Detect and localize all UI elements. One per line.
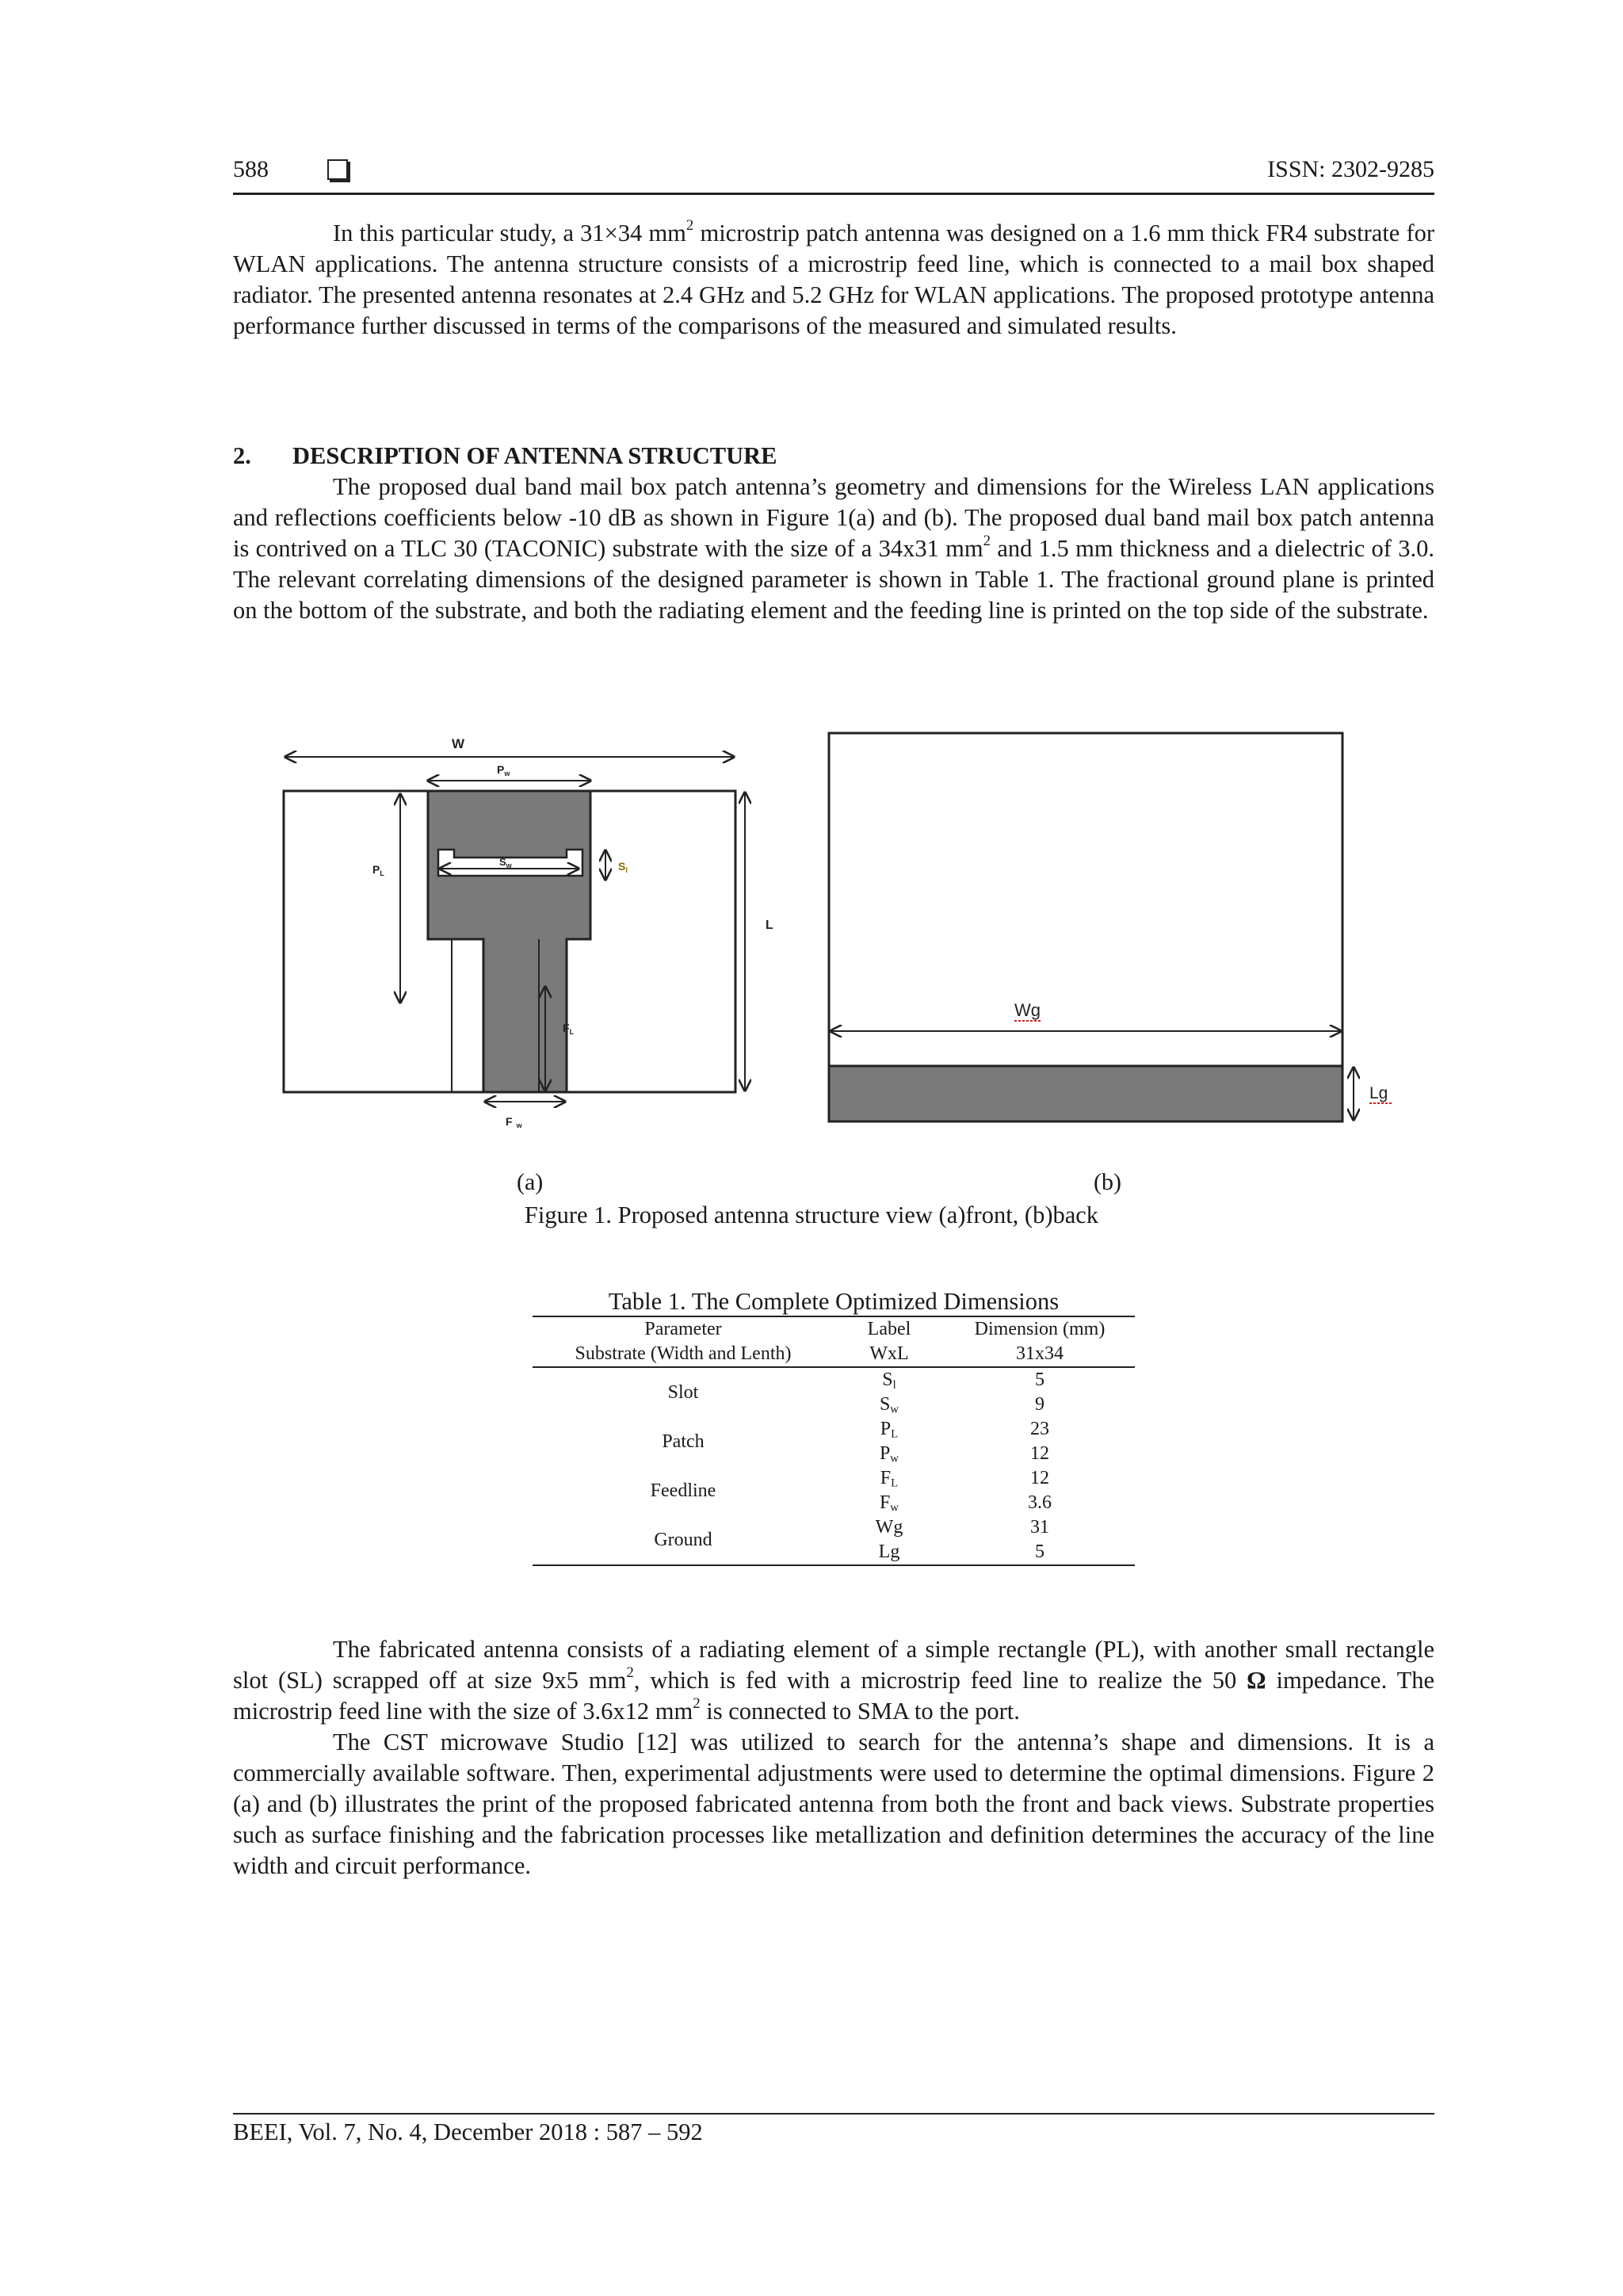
table-cell: $S_l$ xyxy=(834,1367,945,1392)
intro-paragraph: In this particular study, a 31×34 $mm^2$ microstrip patch antenna was designed on a 1.6 mm thick FR4 substrate for WLAN applications. The antenna structure consists of a microstrip feed line, which is connected to a mail box shaped radiator. The presented antenna resonates at 2.4 GHz and 5.2 GHz for WLAN applications. The proposed prototype antenna performance further discussed in terms of the comparisons of the measured and simulated results. xyxy=(233,216,1435,339)
figure-label-a: (a) xyxy=(517,1169,544,1195)
table-cell: 5 xyxy=(945,1540,1135,1565)
col-header-label: Label xyxy=(834,1316,945,1342)
table-cell: Wg xyxy=(875,1517,903,1538)
table-row xyxy=(533,1367,1135,1392)
figure-label-b: (b) xyxy=(1094,1169,1121,1195)
table-cell: $S_w$ xyxy=(879,1394,899,1416)
table-cell: Substrate (Width and Lenth) xyxy=(575,1343,792,1364)
table-row xyxy=(533,1466,1135,1491)
table-cell: 5 xyxy=(945,1367,1135,1392)
table-row xyxy=(533,1515,1135,1540)
sl-label: $S_l$ xyxy=(618,860,628,874)
table-cell: 31 xyxy=(1030,1517,1049,1538)
page-number: 588 xyxy=(233,156,269,182)
table-1-caption: Table 1. The Complete Optimized Dimensions xyxy=(608,1288,1060,1315)
col-header-parameter: Parameter xyxy=(533,1316,834,1342)
l-label: L xyxy=(766,919,773,932)
sw-label: $S_w$ xyxy=(499,856,512,869)
figure-1b-back-view xyxy=(816,729,1411,1133)
header-rule xyxy=(233,193,1434,195)
pw-label: $P_w$ xyxy=(497,763,510,777)
group-name: Feedline xyxy=(650,1480,716,1501)
group-name: Patch xyxy=(662,1431,705,1452)
body-text xyxy=(233,1634,1434,1881)
table-cell: $P_L$ xyxy=(880,1419,899,1441)
fw-label: F $_w$ xyxy=(506,1115,522,1129)
fl-label: $F_L$ xyxy=(563,1022,575,1036)
table-row xyxy=(533,1417,1135,1442)
square-bullet-icon xyxy=(327,159,348,180)
w-label: W xyxy=(452,736,465,751)
table-cell: $F_L$ xyxy=(880,1468,899,1490)
lg-label: Lg xyxy=(1369,1084,1388,1102)
table-cell: WxL xyxy=(869,1343,909,1364)
wg-label: Wg xyxy=(1014,1000,1041,1020)
group-name: Ground xyxy=(533,1515,834,1565)
body-paragraph-1: The fabricated antenna consists of a radiating element of a simple rectangle (PL), with another small rectangle slot (SL) scrapped off at size 9x5 $mm^2$, which is fed with a microstrip feed line to realize the 50 Ω impedance. The microstrip feed line with the size of 3.6x12 $mm^2$ is connected to SMA to the port. xyxy=(233,1636,1434,1725)
group-name: Slot xyxy=(533,1367,834,1417)
table-cell: Lg xyxy=(834,1540,945,1565)
table-cell: 3.6 xyxy=(1028,1492,1052,1513)
pl-label: $P_L$ xyxy=(372,863,384,877)
figure-1a-front-view xyxy=(269,721,808,1133)
footer-rule xyxy=(233,2113,1434,2115)
col-header-dimension: Dimension (mm) xyxy=(945,1316,1135,1342)
substrate-back-outline xyxy=(829,733,1342,1066)
table-cell: 23 xyxy=(1030,1419,1049,1439)
section-heading: 2. DESCRIPTION OF ANTENNA STRUCTURE xyxy=(233,442,777,469)
ground-plane xyxy=(829,1066,1342,1121)
table-cell: $P_w$ xyxy=(879,1443,899,1465)
section-2 xyxy=(233,441,1434,626)
table-cell: 12 xyxy=(1030,1468,1049,1488)
footer-citation: BEEI, Vol. 7, No. 4, December 2018 : 587 – 592 xyxy=(233,2118,703,2145)
section-2-paragraph: The proposed dual band mail box patch antenna’s geometry and dimensions for the Wireless LAN applications and reflections coefficients below -10 dB as shown in Figure 1(a) and (b). The proposed dual band mail box patch antenna is contrived on a TLC 30 (TACONIC) substrate with the size of a 34x31 $mm^2$ and 1.5 mm thickness and a dielectric of 3.0. The relevant correlating dimensions of the designed parameter is shown in Table 1. The fractional ground plane is printed on the bottom of the substrate, and both the radiating element and the feeding line is printed on the top side of the substrate. xyxy=(233,473,1435,624)
table-cell: $F_w$ xyxy=(879,1492,899,1515)
issn: ISSN: 2302-9285 xyxy=(1267,156,1434,182)
figure-1-caption: Figure 1. Proposed antenna structure view (a)front, (b)back xyxy=(524,1201,1099,1228)
table-cell: 31x34 xyxy=(1016,1343,1064,1364)
dimensions-table xyxy=(533,1316,1135,1566)
body-paragraph-2: The CST microwave Studio [12] was utilized to search for the antenna’s shape and dimensions. It is a commercially available software. Then, experimental adjustments were used to determine the optimal dimensions. Figure 2 (a) and (b) illustrates the print of the proposed fabricated antenna from both the front and back views. Substrate properties such as surface finishing and the fabrication processes like metallization and definition determines the accuracy of the line width and circuit performance. xyxy=(233,1729,1434,1879)
table-cell: 9 xyxy=(1035,1394,1044,1415)
table-cell: 12 xyxy=(1030,1443,1049,1464)
